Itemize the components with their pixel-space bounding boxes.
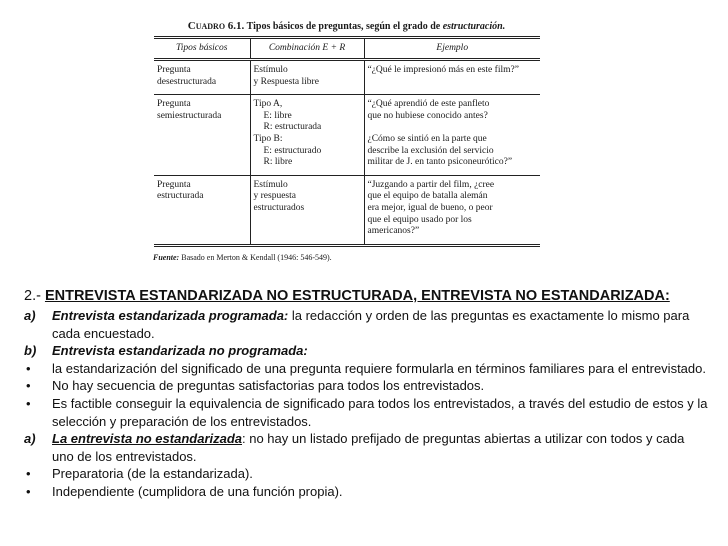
cell-ejemplo-line: “¿Qué le impresionó más en este film?” bbox=[367, 65, 519, 75]
cell-ejemplo-line: que el equipo de batalla alemán bbox=[367, 191, 488, 202]
source-label: Fuente: bbox=[153, 252, 180, 262]
bullet-marker: • bbox=[26, 483, 31, 499]
list-item bbox=[24, 465, 708, 483]
cell-ejemplo-line: americanos?” bbox=[367, 226, 420, 237]
cell-tipo-line: semiestructurada bbox=[157, 110, 222, 121]
item-text: Preparatoria (de la estandarizada). bbox=[52, 466, 253, 482]
cell-tipo-line: Pregunta bbox=[157, 179, 191, 190]
table-row bbox=[154, 95, 540, 176]
cell-combinacion bbox=[250, 60, 364, 95]
item-list bbox=[24, 307, 708, 501]
cell-ejemplo bbox=[364, 95, 540, 176]
cell-combinacion-line: y respuesta bbox=[253, 191, 296, 202]
cell-ejemplo-line: ¿Cómo se sintió en la parte que bbox=[367, 133, 487, 144]
question-types-table bbox=[154, 36, 540, 247]
cell-tipo-line: desestructurada bbox=[157, 76, 217, 87]
item-label: Entrevista estandarizada no programada: bbox=[52, 343, 308, 359]
item-label: Entrevista estandarizada programada: bbox=[52, 308, 289, 323]
caption-text: Tipos básicos de preguntas, según el grado de bbox=[246, 21, 441, 32]
bullet-marker: • bbox=[26, 466, 31, 482]
cell-combinacion-line: Estímulo bbox=[253, 179, 288, 190]
cell-ejemplo-line: que no hubiese conocido antes? bbox=[367, 110, 488, 121]
cell-ejemplo bbox=[364, 60, 540, 95]
item-text: : no hay un listado prefijado de preguntas abiertas a utilizar con todos y cada uno de los entrevistados. bbox=[52, 431, 685, 464]
section-heading bbox=[24, 286, 708, 306]
list-item bbox=[24, 483, 708, 501]
body-text bbox=[24, 286, 708, 501]
header-tipos: Tipos básicos bbox=[154, 38, 250, 60]
letter-marker: a) bbox=[24, 308, 36, 323]
item-text: la redacción y orden de las preguntas es exactamente lo mismo para cada encuestado. bbox=[52, 308, 690, 341]
cell-combinacion-line: R: libre bbox=[263, 157, 293, 168]
letter-marker: b) bbox=[24, 343, 37, 359]
cell-tipo-line: estructurada bbox=[157, 191, 204, 202]
cell-tipo bbox=[154, 95, 250, 176]
cell-combinacion-line: Tipo B: bbox=[253, 133, 283, 144]
list-item bbox=[24, 395, 708, 430]
source-text: Basado en Merton & Kendall (1946: 546-549). bbox=[181, 252, 332, 262]
bullet-marker: • bbox=[26, 360, 31, 376]
scanned-table-figure bbox=[153, 20, 540, 262]
list-item bbox=[24, 307, 708, 342]
cell-tipo-line: Pregunta bbox=[157, 65, 191, 75]
list-item bbox=[24, 377, 708, 395]
section-title: ENTREVISTA ESTANDARIZADA NO ESTRUCTURADA, ENTREVISTA NO ESTANDARIZADA: bbox=[44, 288, 670, 304]
bullet-marker: • bbox=[26, 395, 31, 411]
table-row bbox=[154, 175, 540, 245]
cell-ejemplo-line: “¿Qué aprendió de este panfleto bbox=[367, 99, 490, 110]
cell-combinacion-line: E: libre bbox=[263, 110, 292, 121]
cell-ejemplo-line: militar de J. en tanto psiconeurótico?” bbox=[367, 157, 513, 168]
cell-tipo bbox=[154, 60, 250, 95]
item-text: No hay secuencia de preguntas satisfactorias para todos los entrevistados. bbox=[52, 378, 485, 394]
table-row bbox=[154, 60, 540, 95]
cell-combinacion-line: estructurados bbox=[253, 202, 305, 213]
bullet-marker: • bbox=[26, 378, 31, 394]
cell-combinacion-line: R: estructurada bbox=[263, 122, 322, 133]
cell-combinacion-line: y Respuesta libre bbox=[253, 76, 319, 87]
letter-marker: a) bbox=[24, 431, 36, 447]
cell-ejemplo-line: “Juzgando a partir del film, ¿cree bbox=[367, 179, 495, 190]
cell-combinacion-line: Estímulo bbox=[253, 65, 288, 75]
cell-combinacion-line: Tipo A, bbox=[253, 99, 283, 110]
item-text: la estandarización del significado de una pregunta requiere formularla en términos familiares para el entrevistado. bbox=[52, 360, 706, 376]
caption-emphasis: estructuración. bbox=[442, 21, 506, 32]
cell-ejemplo bbox=[364, 175, 540, 245]
header-ejemplo: Ejemplo bbox=[364, 38, 540, 60]
list-item bbox=[24, 430, 708, 465]
header-combinacion: Combinación E + R bbox=[250, 38, 364, 60]
cell-ejemplo-line bbox=[368, 122, 538, 134]
cell-tipo bbox=[154, 175, 250, 245]
table-source bbox=[153, 253, 540, 262]
cell-tipo-line: Pregunta bbox=[157, 99, 191, 110]
list-item bbox=[24, 342, 708, 360]
cell-ejemplo-line: era mejor, igual de bueno, o peor bbox=[367, 202, 493, 213]
table-caption bbox=[153, 20, 540, 36]
cell-combinacion-line: E: estructurado bbox=[263, 145, 322, 156]
cell-combinacion bbox=[250, 95, 364, 176]
cell-ejemplo-line: describe la exclusión del servicio bbox=[367, 145, 494, 156]
table-header-row bbox=[154, 38, 540, 60]
list-item bbox=[24, 360, 708, 378]
caption-lead: Cuadro 6.1. bbox=[187, 20, 245, 32]
item-label: La entrevista no estandarizada bbox=[52, 431, 243, 447]
item-text: Es factible conseguir la equivalencia de significado para todos los entrevistados, a través del estudio de estos y la selección y preparación de los entrevistados. bbox=[52, 395, 708, 429]
cell-ejemplo-line: que el equipo usado por los bbox=[367, 214, 472, 225]
item-text: Independiente (cumplidora de una función propia). bbox=[52, 483, 343, 499]
section-number: 2.- bbox=[24, 288, 41, 304]
cell-combinacion bbox=[250, 175, 364, 245]
